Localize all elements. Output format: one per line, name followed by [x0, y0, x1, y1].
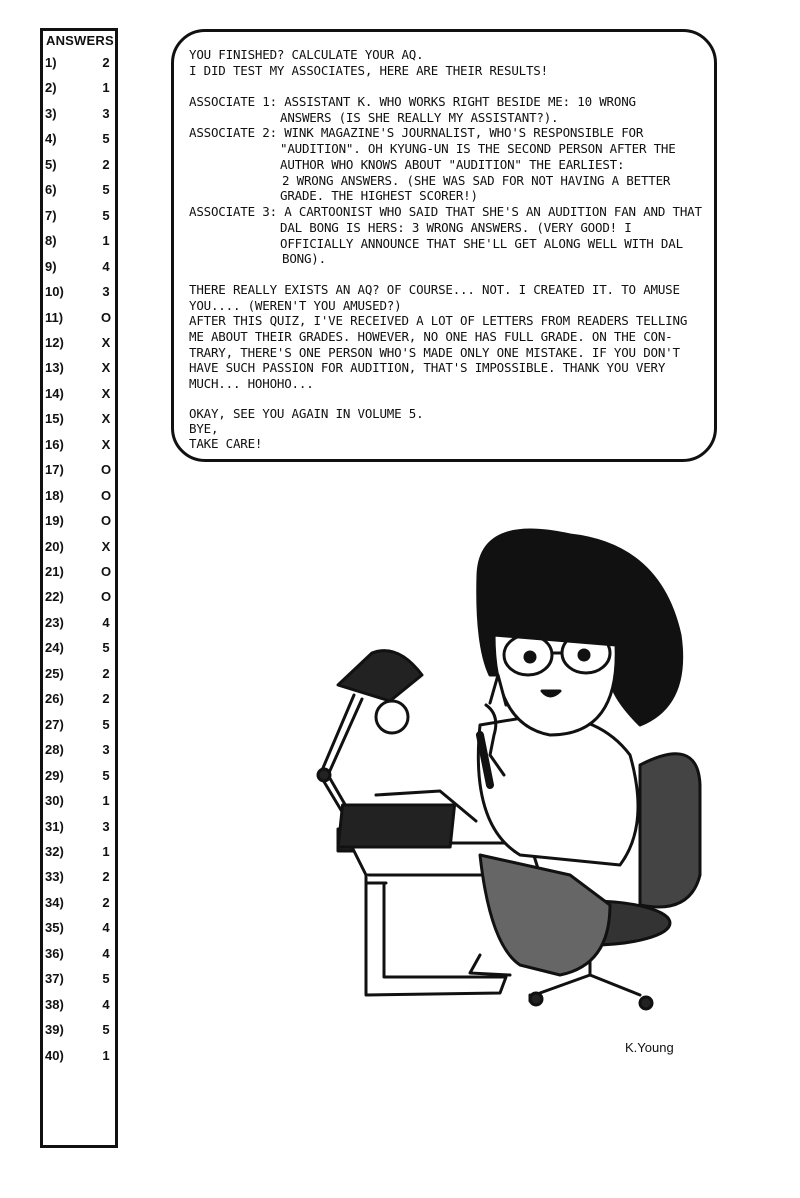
answer-row [45, 106, 115, 130]
answer-value: 1 [102, 233, 110, 249]
answer-value: X [101, 334, 111, 350]
bubble-line: ANSWERS (IS SHE REALLY MY ASSISTANT?). [280, 110, 559, 125]
answer-number: 35) [45, 920, 64, 936]
answer-row [45, 666, 115, 690]
answer-row [45, 742, 115, 766]
bubble-line: AFTER THIS QUIZ, I'VE RECEIVED A LOT OF LETTERS FROM READERS TELLING [189, 313, 688, 328]
answer-row [45, 386, 115, 410]
answer-row [45, 768, 115, 792]
answer-number: 16) [45, 436, 64, 452]
answer-value: O [100, 462, 112, 478]
bubble-line: HAVE SUCH PASSION FOR AUDITION, THAT'S IMPOSSIBLE. THANK YOU VERY [189, 360, 666, 375]
answer-value: X [101, 360, 111, 376]
answer-value: 1 [102, 793, 110, 809]
answer-value: 5 [102, 971, 110, 987]
answer-row [45, 233, 115, 257]
answer-number: 30) [45, 793, 64, 809]
answer-row [45, 462, 115, 486]
answer-row [45, 640, 115, 664]
answer-value: 3 [102, 284, 110, 300]
answer-value: 4 [102, 614, 110, 630]
bubble-line: ASSOCIATE 3: A CARTOONIST WHO SAID THAT SHE'S AN AUDITION FAN AND THAT [189, 204, 702, 219]
answer-value: 1 [102, 843, 110, 859]
answer-number: 1) [45, 55, 57, 70]
answer-value: O [100, 487, 112, 503]
answer-number: 36) [45, 945, 64, 961]
answer-row [45, 564, 115, 588]
answer-value: 2 [102, 894, 110, 910]
answer-number: 31) [45, 818, 64, 834]
answer-value: 5 [102, 716, 110, 732]
answer-row [45, 869, 115, 893]
answer-number: 19) [45, 513, 64, 529]
bubble-line: TRARY, THERE'S ONE PERSON WHO'S MADE ONLY ONE MISTAKE. IF YOU DON'T [189, 345, 680, 360]
answer-value: 2 [102, 665, 110, 681]
answer-value: 2 [102, 691, 110, 707]
answer-row [45, 360, 115, 384]
answer-number: 15) [45, 411, 64, 427]
answer-number: 17) [45, 462, 64, 478]
answer-value: 4 [102, 945, 110, 961]
answer-value: X [101, 385, 111, 401]
answer-number: 23) [45, 614, 64, 630]
answer-value: 4 [102, 996, 110, 1012]
speech-bubble [171, 29, 717, 462]
answer-row [45, 182, 115, 206]
answer-row [45, 539, 115, 563]
answer-number: 4) [45, 131, 57, 147]
answer-number: 27) [45, 716, 64, 732]
answer-value: 5 [102, 767, 110, 783]
answer-number: 7) [45, 207, 57, 223]
answer-row [45, 819, 115, 843]
answer-row [45, 411, 115, 435]
answer-value: 3 [102, 105, 110, 121]
bubble-line: MUCH... HOHOHO... [189, 376, 314, 391]
answer-value: 5 [102, 207, 110, 223]
answer-row [45, 997, 115, 1021]
answer-number: 8) [45, 233, 57, 249]
answer-value: 1 [102, 1047, 110, 1063]
bubble-line: OKAY, SEE YOU AGAIN IN VOLUME 5. [189, 406, 424, 421]
answer-number: 5) [45, 156, 57, 172]
bubble-line: BONG). [282, 251, 326, 266]
answers-heading: ANSWERS: [46, 33, 119, 48]
answer-value: 2 [102, 156, 110, 172]
answer-value: O [100, 309, 112, 325]
artist-signature: K.Young [625, 1040, 674, 1055]
bubble-line: DAL BONG IS HERS: 3 WRONG ANSWERS. (VERY GOOD! I [280, 220, 632, 235]
answer-row [45, 513, 115, 537]
answer-value: X [101, 538, 111, 554]
answer-row [45, 208, 115, 232]
answer-value: 5 [102, 1022, 110, 1038]
answer-row [45, 335, 115, 359]
answer-number: 37) [45, 971, 64, 987]
bubble-line: AUTHOR WHO KNOWS ABOUT "AUDITION" THE EARLIEST: [280, 157, 625, 172]
bubble-line: TAKE CARE! [189, 436, 263, 451]
answer-row [45, 80, 115, 104]
answer-number: 25) [45, 665, 64, 681]
answer-value: 5 [102, 640, 110, 656]
answer-number: 29) [45, 767, 64, 783]
bubble-line: I DID TEST MY ASSOCIATES, HERE ARE THEIR RESULTS! [189, 63, 548, 78]
answer-number: 18) [45, 487, 64, 503]
answer-number: 9) [45, 258, 57, 274]
answer-number: 28) [45, 742, 64, 758]
answer-number: 12) [45, 334, 64, 350]
answer-row [45, 437, 115, 461]
answer-row [45, 717, 115, 741]
author-at-desk-illustration [280, 525, 720, 1025]
answer-value: O [100, 564, 112, 579]
answer-row [45, 971, 115, 995]
bubble-line: 2 WRONG ANSWERS. (SHE WAS SAD FOR NOT HAVING A BETTER [282, 173, 671, 188]
answer-row [45, 131, 115, 155]
answer-row [45, 55, 115, 79]
answer-row [45, 284, 115, 308]
answer-row [45, 793, 115, 817]
answer-row [45, 920, 115, 944]
bubble-line: BYE, [189, 421, 219, 436]
answer-value: 2 [102, 55, 110, 70]
answer-value: 5 [102, 131, 110, 147]
answer-number: 24) [45, 640, 64, 656]
answer-number: 20) [45, 538, 64, 554]
answer-number: 3) [45, 105, 57, 121]
answer-row [45, 310, 115, 334]
answer-row [45, 259, 115, 283]
answer-value: 5 [102, 182, 110, 198]
answer-number: 2) [45, 80, 57, 96]
answer-number: 32) [45, 843, 64, 859]
answer-value: 4 [102, 258, 110, 274]
answer-value: O [100, 589, 112, 605]
answer-row [45, 844, 115, 868]
bubble-line: YOU.... (WEREN'T YOU AMUSED?) [189, 298, 402, 313]
answer-value: 3 [102, 818, 110, 834]
answer-row [45, 946, 115, 970]
answer-number: 38) [45, 996, 64, 1012]
answer-value: X [101, 436, 111, 452]
answer-value: 2 [102, 869, 110, 885]
answer-number: 22) [45, 589, 64, 605]
answer-row [45, 615, 115, 639]
answer-number: 10) [45, 284, 64, 300]
answer-number: 26) [45, 691, 64, 707]
answer-value: 4 [102, 920, 110, 936]
answer-number: 6) [45, 182, 57, 198]
answer-value: 1 [102, 80, 110, 96]
answer-number: 34) [45, 894, 64, 910]
answer-row [45, 589, 115, 613]
bubble-line: OFFICIALLY ANNOUNCE THAT SHE'LL GET ALONG WELL WITH DAL [280, 236, 683, 251]
answer-row [45, 488, 115, 512]
answer-number: 21) [45, 564, 64, 579]
answer-number: 33) [45, 869, 64, 885]
answer-value: 3 [102, 742, 110, 758]
answer-number: 14) [45, 385, 64, 401]
answer-number: 13) [45, 360, 64, 376]
answer-row [45, 1048, 115, 1072]
bubble-line: ME ABOUT THEIR GRADES. HOWEVER, NO ONE HAS FULL GRADE. ON THE CON- [189, 329, 673, 344]
answers-column [40, 28, 118, 1148]
bubble-line: GRADE. THE HIGHEST SCORER!) [280, 188, 478, 203]
bubble-line: ASSOCIATE 2: WINK MAGAZINE'S JOURNALIST, WHO'S RESPONSIBLE FOR [189, 125, 644, 140]
answer-value: O [100, 513, 112, 529]
bubble-line: ASSOCIATE 1: ASSISTANT K. WHO WORKS RIGHT BESIDE ME: 10 WRONG [189, 94, 636, 109]
answer-row [45, 895, 115, 919]
answer-row [45, 157, 115, 181]
answer-value: X [101, 411, 111, 427]
bubble-line: YOU FINISHED? CALCULATE YOUR AQ. [189, 47, 424, 62]
answer-row [45, 1022, 115, 1046]
answer-number: 40) [45, 1047, 64, 1063]
bubble-line: "AUDITION". OH KYUNG-UN IS THE SECOND PERSON AFTER THE [280, 141, 676, 156]
answer-number: 11) [45, 309, 64, 325]
bubble-line: THERE REALLY EXISTS AN AQ? OF COURSE... NOT. I CREATED IT. TO AMUSE [189, 282, 680, 297]
answer-number: 39) [45, 1022, 64, 1038]
answer-row [45, 691, 115, 715]
